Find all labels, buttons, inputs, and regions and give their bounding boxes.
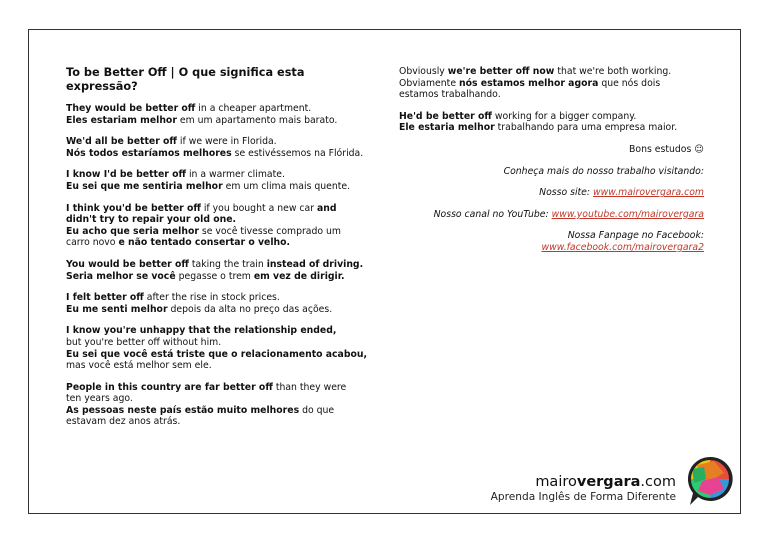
cta-text: Conheça mais do nosso trabalho visitando: (503, 165, 704, 177)
plain-text: working for a bigger company. (491, 110, 637, 122)
plain-text: trabalhando para uma empresa maior. (494, 122, 678, 134)
example-line (66, 393, 376, 405)
right-examples (399, 66, 704, 134)
highlight-text: instead of driving. (266, 258, 364, 270)
plain-text: pegasse o trem (175, 270, 254, 282)
highlight-text: Eu acho que seria melhor (66, 225, 199, 237)
brand-suffix: .com (640, 474, 676, 490)
example-line (66, 337, 376, 349)
example-line (66, 349, 376, 361)
example-paragraph (66, 292, 376, 315)
highlight-text: Seria melhor se você (66, 270, 176, 282)
highlight-text: People in this country are far better off (66, 381, 273, 393)
example-line (66, 203, 376, 215)
example-line (66, 292, 376, 304)
highlight-text: didn't try to repair your old one. (66, 214, 237, 226)
example-line (66, 115, 376, 127)
example-line (399, 111, 704, 123)
site-link[interactable]: www.mairovergara.com (593, 187, 704, 199)
highlight-text: nós estamos melhor agora (459, 77, 599, 89)
plain-text: in a cheaper apartment. (195, 103, 312, 114)
example-line (399, 78, 704, 90)
example-line (66, 214, 376, 226)
left-examples (66, 103, 376, 428)
plain-text: se você tivesse comprado um (198, 225, 341, 237)
highlight-text: You would be better off (66, 258, 189, 270)
plain-text: do que (299, 404, 335, 416)
example-paragraph (66, 325, 376, 371)
plain-text: if we were in Florida. (176, 136, 277, 148)
plain-text: carro novo (66, 237, 119, 249)
plain-text: estamos trabalhando. (399, 89, 501, 101)
example-paragraph (66, 203, 376, 249)
youtube-link[interactable]: www.youtube.com/mairovergara (551, 208, 704, 220)
plain-text: estavam dez anos atrás. (66, 416, 181, 428)
example-paragraph (66, 169, 376, 192)
right-column (399, 66, 704, 264)
example-line (399, 89, 704, 101)
site-label: Nosso site: (539, 187, 591, 199)
highlight-text: We'd all be better off (66, 136, 177, 148)
plain-text: that we're both working. (554, 66, 672, 77)
closing-text: Bons estudos ☺ (629, 143, 704, 155)
plain-text: mas você está melhor sem ele. (66, 360, 212, 372)
plain-text: se estivéssemos na Flórida. (231, 147, 364, 159)
example-line (66, 136, 376, 148)
highlight-text: e não tentado consertar o velho. (118, 237, 291, 249)
example-paragraph (66, 382, 376, 428)
plain-text: taking the train (188, 258, 267, 270)
left-column (66, 66, 376, 438)
example-line (66, 226, 376, 238)
highlight-text: Nós todos estaríamos melhores (66, 147, 232, 159)
example-line (66, 382, 376, 394)
plain-text: Obviously (399, 66, 448, 77)
highlight-text: I think you'd be better off (66, 202, 201, 214)
example-paragraph (66, 136, 376, 159)
example-line (66, 271, 376, 283)
example-paragraph (399, 111, 704, 134)
page-title: To be Better Off | O que significa esta expressão? (66, 66, 305, 93)
example-line (399, 66, 704, 78)
youtube-line (399, 209, 704, 221)
plain-text: in a warmer climate. (186, 169, 285, 181)
example-paragraph (399, 66, 704, 101)
highlight-text: They would be better off (66, 103, 196, 114)
brand-tagline: Aprenda Inglês de Forma Diferente (490, 491, 676, 503)
brand-bold: vergara (576, 474, 641, 490)
youtube-label: Nosso canal no YouTube: (433, 208, 549, 220)
highlight-text: we're better off now (447, 66, 555, 77)
example-line (66, 360, 376, 372)
example-line (66, 416, 376, 428)
facebook-line (399, 230, 704, 253)
facebook-label: Nossa Fanpage no Facebook: (567, 230, 704, 242)
highlight-text: I felt better off (66, 292, 144, 304)
example-paragraph (66, 259, 376, 282)
plain-text: than they were (272, 381, 347, 393)
highlight-text: Eu sei que me sentiria melhor (66, 180, 223, 192)
highlight-text: Ele estaria melhor (399, 122, 495, 134)
brand-prefix: mairo (535, 474, 577, 490)
example-line (399, 122, 704, 134)
highlight-text: Eu sei que você está triste que o relacionamento acabou, (66, 348, 368, 360)
example-line (66, 237, 376, 249)
facebook-link[interactable]: www.facebook.com/mairovergara2 (541, 241, 704, 253)
example-line (66, 148, 376, 160)
plain-text: depois da alta no preço das ações. (167, 303, 333, 315)
highlight-text: Eu me senti melhor (66, 303, 168, 315)
example-line (66, 181, 376, 193)
highlight-text: He'd be better off (399, 110, 492, 122)
plain-text: if you bought a new car (200, 202, 317, 214)
example-line (66, 405, 376, 417)
plain-text: em um apartamento mais barato. (176, 114, 338, 126)
brand-block (491, 474, 676, 504)
plain-text: Obviamente (399, 77, 459, 89)
plain-text: but you're better off without him. (66, 336, 222, 348)
highlight-text: em vez de dirigir. (253, 270, 345, 282)
site-line (399, 187, 704, 199)
plain-text: em um clima mais quente. (222, 180, 351, 192)
example-line (66, 304, 376, 316)
plain-text: after the rise in stock prices. (143, 292, 280, 304)
plain-text: ten years ago. (66, 393, 133, 405)
brand-name (491, 474, 676, 491)
example-line (66, 169, 376, 181)
plain-text: que nós dois (598, 77, 661, 89)
example-line (66, 325, 376, 337)
example-paragraph (66, 103, 376, 126)
highlight-text: I know I'd be better off (66, 169, 186, 181)
example-line (66, 103, 376, 115)
example-line (66, 259, 376, 271)
highlight-text: and (316, 202, 337, 214)
highlight-text: Eles estariam melhor (66, 114, 177, 126)
highlight-text: As pessoas neste país estão muito melhores (66, 404, 300, 416)
highlight-text: I know you're unhappy that the relationship ended, (66, 325, 337, 337)
speech-bubble-logo-icon (684, 455, 736, 507)
